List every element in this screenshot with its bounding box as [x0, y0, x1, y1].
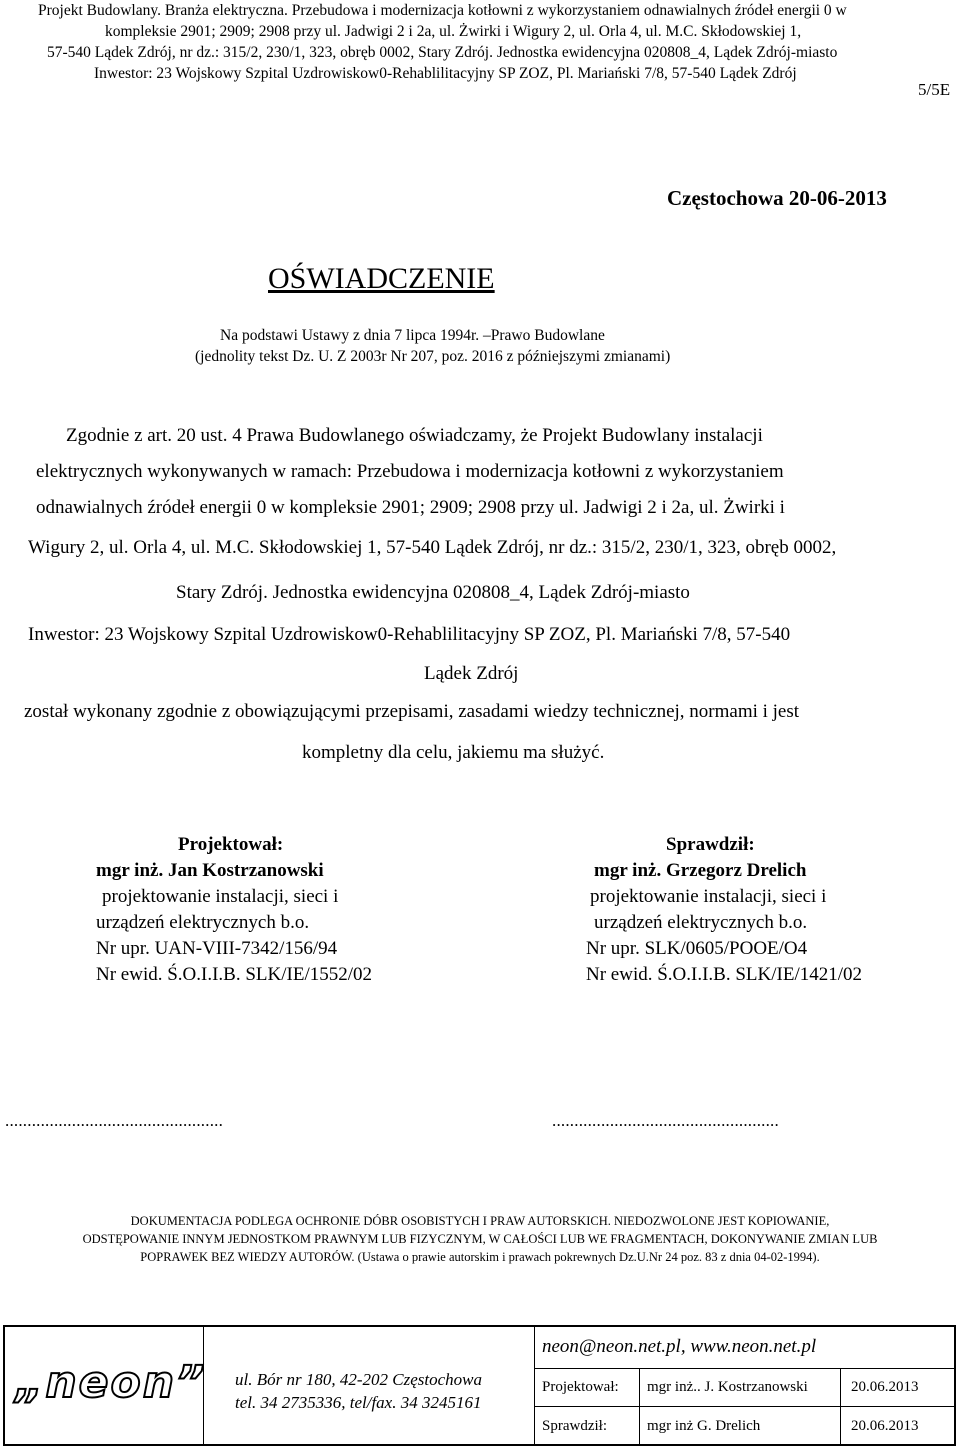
footer-col-divider-2: [840, 1368, 841, 1444]
copyright-notice-line-1: DOKUMENTACJA PODLEGA OCHRONIE DÓBR OSOBISTYCH I PRAW AUTORSKICH. NIEDOZWOLONE JEST KOPIOWANIE,: [130, 1214, 830, 1228]
legal-basis-line-1: Na podstawi Ustawy z dnia 7 lipca 1994r. –Prawo Budowlane: [220, 327, 605, 344]
document-title: OŚWIADCZENIE: [268, 262, 495, 295]
statement-line-6: Inwestor: 23 Wojskowy Szpital Uzdrowiskow0-Rehablilitacyjny SP ZOZ, Pl. Mariański 7/8, 57-540: [28, 624, 791, 645]
header-line-2: kompleksie 2901; 2909; 2908 przy ul. Jadwigi 2 i 2a, ul. Żwirki i Wigury 2, ul. Orla 4, ul. M.C. Skłodowskiej 1,: [105, 23, 802, 40]
company-address-1: ul. Bór nr 180, 42-202 Częstochowa: [235, 1370, 482, 1389]
designer-role: Projektował:: [178, 834, 284, 855]
copyright-notice-line-3: POPRAWEK BEZ WIEDZY AUTORÓW. (Ustawa o prawie autorskim i prawach pokrewnych Dz.U.Nr 24 poz. 83 z dnia 04-02-1994).: [140, 1250, 820, 1264]
designer-signature-line: .................................................: [5, 1111, 224, 1130]
checked-by-name: mgr inż G. Drelich: [647, 1418, 761, 1434]
company-contact: neon@neon.net.pl, www.neon.net.pl: [542, 1336, 817, 1357]
footer-row-divider-1: [534, 1368, 954, 1369]
footer-row-divider-2: [534, 1406, 954, 1407]
designer-name: mgr inż. Jan Kostrzanowski: [96, 860, 324, 881]
designer-registry: Nr ewid. Ś.O.I.I.B. SLK/IE/1552/02: [96, 964, 373, 985]
company-address-2: tel. 34 2735336, tel/fax. 34 3245161: [235, 1393, 482, 1412]
designer-permit: Nr upr. UAN-VIII-7342/156/94: [96, 938, 338, 959]
footer-title-block: [3, 1325, 956, 1446]
statement-line-8: został wykonany zgodnie z obowiązującymi przepisami, zasadami wiedzy technicznej, normami i jest: [24, 701, 800, 722]
statement-line-1: Zgodnie z art. 20 ust. 4 Prawa Budowlanego oświadczamy, że Projekt Budowlany instalacji: [66, 425, 763, 446]
header-line-3: 57-540 Lądek Zdrój, nr dz.: 315/2, 230/1, 323, obręb 0002, Stary Zdrój. Jednostka ewidencyjna 020808_4, Lądek Zdrój-miasto: [47, 44, 838, 61]
copyright-notice-line-2: ODSTĘPOWANIE INNYM JEDNOSTKOM PRAWNYM LUB FIZYCZNYM, W CAŁOŚCI LUB WE FRAGMENTACH, DOKONYWANIE ZMIAN LUB: [82, 1232, 878, 1246]
page-number: 5/5E: [918, 80, 951, 99]
date-line: Częstochowa 20-06-2013: [667, 186, 887, 210]
designer-spec-1: projektowanie instalacji, sieci i: [102, 886, 339, 907]
designer-block: [96, 832, 372, 988]
statement-line-7: Lądek Zdrój: [424, 663, 519, 684]
checker-spec-1: projektowanie instalacji, sieci i: [590, 886, 827, 907]
checker-spec-2: urządzeń elektrycznych b.o.: [594, 912, 808, 933]
checker-signature-line: ...................................................: [552, 1111, 779, 1130]
checker-block: [586, 832, 862, 988]
statement-line-2: elektrycznych wykonywanych w ramach: Przebudowa i modernizacja kotłowni z wykorzystaniem: [36, 461, 784, 482]
statement-line-5: Stary Zdrój. Jednostka ewidencyjna 020808_4, Lądek Zdrój-miasto: [176, 582, 690, 603]
header-line-4: Inwestor: 23 Wojskowy Szpital Uzdrowiskow0-Rehablilitacyjny SP ZOZ, Pl. Mariański 7/8, 57-540 Lądek Zdrój: [94, 65, 797, 82]
checker-role: Sprawdził:: [666, 834, 755, 855]
designed-by-date: 20.06.2013: [851, 1379, 919, 1395]
legal-basis-line-2: (jednolity tekst Dz. U. Z 2003r Nr 207, poz. 2016 z późniejszymi zmianami): [195, 348, 671, 365]
checker-permit: Nr upr. SLK/0605/POOE/O4: [586, 938, 808, 959]
designed-by-name: mgr inż.. J. Kostrzanowski: [647, 1379, 808, 1395]
checker-name: mgr inż. Grzegorz Drelich: [594, 860, 807, 881]
checker-registry: Nr ewid. Ś.O.I.I.B. SLK/IE/1421/02: [586, 964, 863, 985]
footer-col-divider-1: [639, 1368, 640, 1444]
statement-line-4: Wigury 2, ul. Orla 4, ul. M.C. Skłodowskiej 1, 57-540 Lądek Zdrój, nr dz.: 315/2, 230/1, 323, obręb 0002,: [28, 537, 837, 558]
statement-line-9: kompletny dla celu, jakiemu ma służyć.: [302, 742, 605, 763]
designer-spec-2: urządzeń elektrycznych b.o.: [96, 912, 310, 933]
statement-line-3: odnawialnych źródeł energii 0 w kompleksie 2901; 2909; 2908 przy ul. Jadwigi 2 i 2a, ul. Żwirki i: [36, 497, 785, 518]
checked-by-label: Sprawdził:: [542, 1418, 607, 1434]
checked-by-date: 20.06.2013: [851, 1418, 919, 1434]
header-line-1: Projekt Budowlany. Branża elektryczna. Przebudowa i modernizacja kotłowni z wykorzystaniem odnawialnych źródeł energii 0 w: [38, 2, 847, 19]
neon-logo: „neon”: [15, 1357, 207, 1408]
footer-divider-2: [534, 1327, 535, 1444]
designed-by-label: Projektował:: [542, 1379, 619, 1395]
